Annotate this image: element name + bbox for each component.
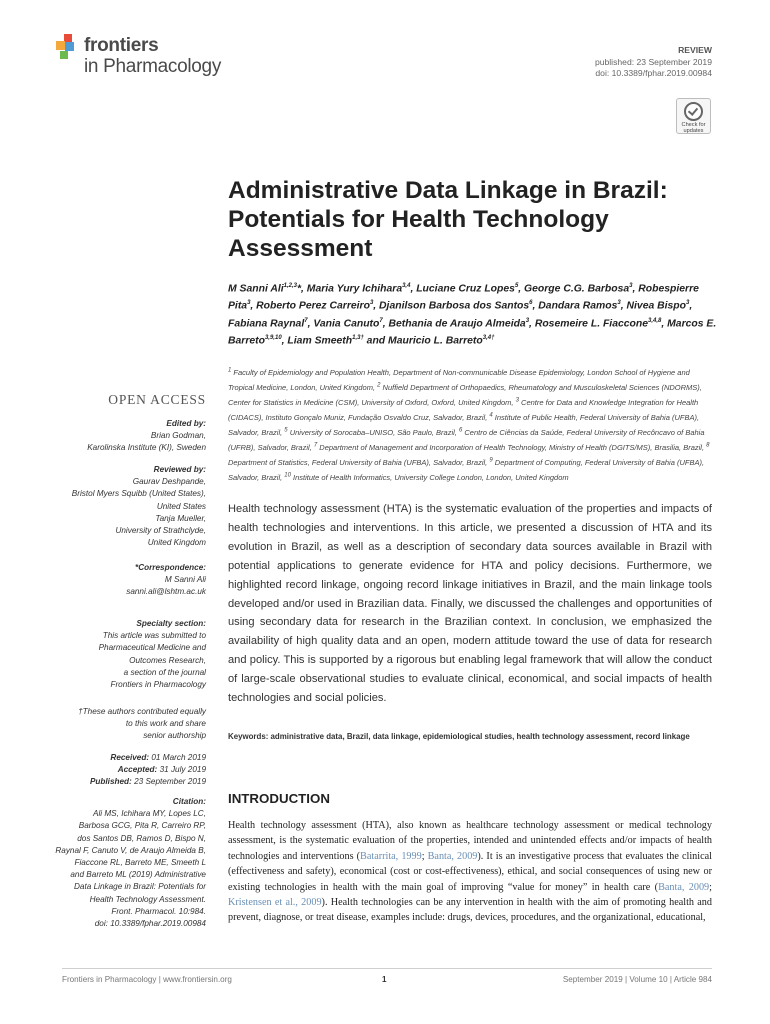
frontiers-logo-icon bbox=[56, 34, 80, 60]
reviewer-line: Tanja Mueller, bbox=[155, 513, 206, 523]
article-title: Administrative Data Linkage in Brazil: Potentials for Health Technology Assessment bbox=[228, 177, 668, 262]
reviewer-line: Bristol Myers Squibb (United States), bbox=[71, 489, 206, 499]
specialty-line: a section of the journal bbox=[123, 667, 206, 677]
affiliation-item: $^8$ Department of Statistics, Federal University of Bahia (UFBA), Salvador, Brazil, bbox=[228, 442, 710, 467]
citation-doi[interactable]: doi: 10.3389/fphar.2019.00984 bbox=[94, 919, 206, 929]
citation-line: Data Linkage in Brazil: Potentials for bbox=[74, 882, 206, 892]
article-meta bbox=[595, 45, 712, 80]
page-number: 1 bbox=[382, 975, 387, 984]
editor-line: Brian Godman, bbox=[150, 431, 206, 441]
citation-line: Barbosa GCG, Pita R, Carreiro RP, bbox=[78, 821, 206, 831]
contribution-line: to this work and share bbox=[125, 719, 206, 729]
abstract: Health technology assessment (HTA) is the systematic evaluation of the properties and impacts of health technologies and interventions. In this article, we presented a discussion of HTA and its evolution in Brazil, as well as a description of secondary data sources available in Brazil with potential applications to generate evidence for HTA and policy decisions. Furthermore, we highlighted record linkage, ongoing record linkage initiatives in Brazil, and the main linkage tools developed and/or used in Brazilian data. Finally, we discussed the challenges and opportunities of using secondary data for research in the Brazilian context. In conclusion, we emphasized the availability of high quality data and an open, modern attitude toward the use of data for research and policy. This is supported by a rigorous but enabling legal framework that will allow the conduct of large-scale observational studies to evaluate clinical, economical, and social impacts of health technologies and social policies. bbox=[228, 503, 712, 705]
contribution-line: †These authors contributed equally bbox=[78, 707, 206, 716]
accepted-value: 31 July 2019 bbox=[159, 765, 206, 775]
citation-line: Raynal F, Canuto V, de Araujo Almeida B, bbox=[55, 845, 206, 855]
affiliation-item: $^2$ Nuffield Department of Orthopaedics, Rheumatology and Musculoskeletal Sciences (NDORMS), Center for Statistics in Medicine (CSM), University of Oxford, Oxford, United Kingdom, bbox=[228, 382, 702, 407]
accepted-label: Accepted: bbox=[117, 765, 158, 775]
edited-by bbox=[40, 418, 206, 455]
citation-line: and Barreto ML (2019) Administrative bbox=[70, 870, 206, 880]
reviewer-line: United Kingdom bbox=[147, 538, 206, 548]
correspondence-label: *Correspondence: bbox=[135, 563, 206, 572]
check-icon bbox=[684, 102, 703, 121]
affiliation-item: $^1$ Faculty of Epidemiology and Population Health, Department of Non-communicable Disease Epidemiology, London School of Hygiene and Tropical Medicine, London, United Kingdom, bbox=[228, 367, 690, 392]
article-type: REVIEW bbox=[678, 45, 712, 55]
correspondence-name: M Sanni Ali bbox=[164, 575, 206, 585]
citation-line: dos Santos DB, Ramos D, Bispo N, bbox=[77, 833, 206, 843]
editor-line: Karolinska Institute (KI), Sweden bbox=[87, 443, 206, 453]
footer-journal[interactable]: Frontiers in Pharmacology | www.frontiersin.org bbox=[62, 975, 232, 984]
citation bbox=[40, 796, 206, 930]
author-list: M Sanni Ali$^{1,2,3}$*, Maria Yury Ichihara$^{3,4}$, Luciane Cruz Lopes$^5$, George C.G. Barbosa$^3$, Robespierre Pita$^3$, Roberto Perez Carreiro$^3$, Djanilson Barbosa dos Santos$^6$, Dandara Ramos$^3$, Nivea Bispo$^3$, Fabiana Raynal$^7$, Vania Canuto$^7$, Bethania de Araujo Almeida$^3$, Rosemeire L. Fiaccone$^{3,4,8}$, Marcos E. Barreto$^{3,9,10}$, Liam Smeeth$^{1,3\dagger}$ and Mauricio L. Barreto$^{3,4\dagger}$ bbox=[228, 283, 717, 347]
published-date-left bbox=[40, 776, 206, 788]
specialty-section bbox=[40, 618, 206, 691]
logo-journal-name: in Pharmacology bbox=[84, 56, 222, 77]
affiliation-item: $^5$ University of Sorocaba–UNISO, São Paulo, Brazil, bbox=[284, 427, 459, 437]
affiliation-item: $^6$ Centro de Ciências da Saúde, Federal University of Recôncavo of Bahia (UFRB), Salvador, Brazil, bbox=[228, 427, 705, 452]
citation-line: Front. Pharmacol. 10:984. bbox=[111, 906, 206, 916]
dates bbox=[40, 752, 206, 789]
affiliations bbox=[228, 364, 712, 484]
journal-logo bbox=[56, 34, 236, 80]
specialty-line: Outcomes Research, bbox=[129, 655, 206, 665]
published-date: published: 23 September 2019 bbox=[594, 56, 712, 67]
check-for-updates-badge[interactable] bbox=[676, 98, 711, 134]
correspondence-email[interactable]: sanni.ali@lshtm.ac.uk bbox=[126, 587, 206, 597]
footer-issue: September 2019 | Volume 10 | Article 984 bbox=[562, 975, 712, 984]
received-date bbox=[40, 752, 206, 764]
page-footer bbox=[62, 968, 712, 984]
received-value: 01 March 2019 bbox=[151, 753, 206, 762]
reviewer-line: University of Strathclyde, bbox=[115, 526, 206, 536]
correspondence bbox=[40, 562, 206, 599]
specialty-line: Frontiers in Pharmacology bbox=[110, 680, 206, 690]
logo-wordmark: frontiers bbox=[84, 35, 159, 56]
contribution-line: senior authorship bbox=[143, 731, 206, 741]
check-for-updates-label: Check for updates bbox=[681, 122, 706, 134]
section-heading-introduction: INTRODUCTION bbox=[228, 791, 330, 806]
edited-by-label: Edited by: bbox=[166, 419, 206, 428]
affiliation-item: $^9$ Department of Computing, Federal University of Bahia (UFBA), Salvador, Brazil, bbox=[228, 457, 705, 482]
specialty-line: Pharmaceutical Medicine and bbox=[98, 643, 206, 653]
accepted-date bbox=[40, 764, 206, 776]
affiliation-item: $^4$ Institute of Public Health, Federal University of Bahia (UFBA), Salvador, Brazil, bbox=[228, 412, 700, 437]
published-value: 23 September 2019 bbox=[134, 777, 206, 787]
contribution-note bbox=[40, 706, 206, 743]
reviewer-line: Gaurav Deshpande, bbox=[132, 477, 206, 487]
citation-line: Fiaccone RL, Barreto ME, Smeeth L bbox=[74, 858, 206, 868]
open-access-label: OPEN ACCESS bbox=[108, 392, 206, 407]
affiliation-item: $^{10}$ Institute of Health Informatics, University College London, London, United Kingdom bbox=[284, 472, 569, 482]
keywords: Keywords: administrative data, Brazil, data linkage, epidemiological studies, health technology assessment, record linkage bbox=[228, 732, 690, 741]
introduction-text: Health technology assessment (HTA), also known as healthcare technology assessment or medical technology assessment, is the systematic evaluation of the properties, intended and unintended effects and/or impacts of health technologies and interventions (Batarrita, 1999; Banta, 2009). It is an investigative process that evaluates the clinical (effectiveness and safety), economical (cost or cost-effectiveness), ethical, and social consequences of using new or existing technologies in health with the main goal of improving “value for money” in health care (Banta, 2009; Kristensen et al., 2009). Health technologies can be any intervention in health with the aim of promoting health and prevent, diagnose, or treat disease, examples include: drugs, devices, procedures, and the organizational, educational, bbox=[228, 820, 712, 924]
specialty-label: Specialty section: bbox=[136, 619, 206, 628]
affiliation-item: $^3$ Centre for Data and Knowledge Integration for Health (CIDACS), Instituto Gonçalo Muniz, Fundação Osvaldo Cruz, Salvador, Brazil, bbox=[228, 397, 699, 422]
reviewer-line: United States bbox=[156, 501, 206, 511]
citation-line: Health Technology Assessment. bbox=[89, 894, 206, 904]
published-label: Published: bbox=[89, 777, 132, 787]
doi[interactable]: doi: 10.3389/fphar.2019.00984 bbox=[595, 68, 712, 78]
citation-line: Ali MS, Ichihara MY, Lopes LC, bbox=[92, 809, 206, 819]
specialty-line: This article was submitted to bbox=[102, 631, 206, 641]
received-label: Received: bbox=[110, 753, 150, 762]
reviewed-by-label: Reviewed by: bbox=[153, 465, 206, 474]
citation-label: Citation: bbox=[172, 797, 206, 806]
affiliation-item: $^7$ Department of Management and Incorporation of Health Technology, Ministry of Health (DGITS/MS), Brasilia, Brazil, bbox=[313, 442, 707, 452]
reviewed-by bbox=[40, 464, 206, 549]
